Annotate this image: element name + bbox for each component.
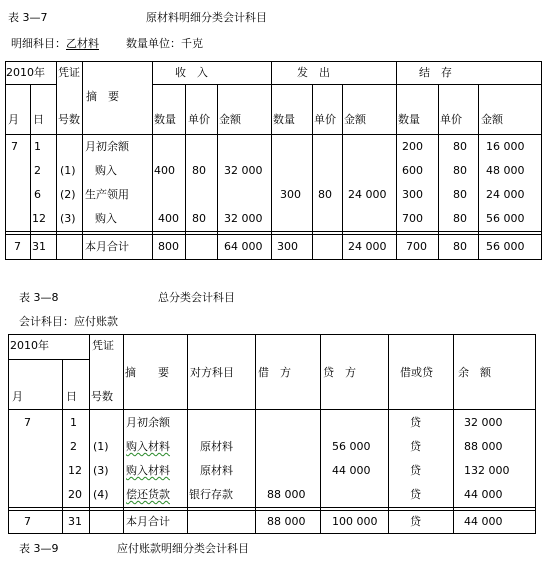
t1-r1-in-price: 80: [192, 164, 206, 177]
t1-r1-bal-price: 80: [453, 164, 467, 177]
table3-title: 应付账款明细分类会计科目: [117, 542, 249, 555]
t1-r3-in-qty: 400: [158, 212, 179, 225]
t1-bal-amt-header: 金额: [481, 113, 503, 126]
t1-bal-price-header: 单价: [440, 113, 462, 126]
t1-total-summary: 本月合计: [85, 240, 129, 253]
t2-r1-dc: 贷: [410, 440, 421, 453]
t2-balance-header: 余 额: [458, 366, 491, 379]
t2-voucher-no-header: 号数: [91, 390, 113, 403]
t1-r3-bal-price: 80: [453, 212, 467, 225]
t1-r1-in-qty: 400: [154, 164, 175, 177]
t2-r0-dc: 贷: [410, 416, 421, 429]
t2-total-balance: 44 000: [464, 515, 503, 528]
t1-r1-no: (1): [60, 164, 76, 177]
t1-issue-header: 发 出: [297, 66, 330, 79]
t1-r2-out-qty: 300: [280, 188, 301, 201]
t1-total-in-qty: 800: [158, 240, 179, 253]
t1-r0-bal-qty: 200: [402, 140, 423, 153]
t2-summary-header: 摘 要: [125, 366, 169, 379]
t2-r1-no: (1): [93, 440, 109, 453]
t2-r2-no: (3): [93, 464, 109, 477]
t2-day-header: 日: [66, 390, 77, 403]
t1-r2-day: 6: [34, 188, 41, 201]
t2-r2-day: 12: [68, 464, 82, 477]
t1-r3-no: (3): [60, 212, 76, 225]
t1-in-qty-header: 数量: [154, 113, 176, 126]
t2-counter-header: 对方科目: [190, 366, 234, 379]
t1-r2-summary: 生产领用: [85, 188, 129, 201]
t1-total-bal-price: 80: [453, 240, 467, 253]
t2-r1-day: 2: [70, 440, 77, 453]
t1-year-header: 2010年: [6, 66, 45, 79]
t2-r2-counter: 原材料: [200, 464, 233, 477]
t2-r3-summary: 偿还货款: [126, 488, 170, 501]
t2-r3-dc: 贷: [410, 488, 421, 501]
t1-voucher-header: 凭证: [58, 66, 80, 79]
t1-out-price-header: 单价: [314, 113, 336, 126]
t2-total-debit: 88 000: [267, 515, 306, 528]
t1-r1-day: 2: [34, 164, 41, 177]
t1-balance-header: 结 存: [419, 66, 452, 79]
t1-r0-bal-amt: 16 000: [486, 140, 525, 153]
t1-r0-month: 7: [11, 140, 18, 153]
t1-r2-out-price: 80: [318, 188, 332, 201]
t2-r3-no: (4): [93, 488, 109, 501]
t1-total-out-amt: 24 000: [348, 240, 387, 253]
t1-r2-out-amt: 24 000: [348, 188, 387, 201]
table1-meta: 明细科目：乙材料: [11, 37, 99, 50]
t2-debit-header: 借 方: [258, 366, 291, 379]
table2-meta: 会计科目：应付账款: [19, 315, 118, 328]
table2-title: 总分类会计科目: [158, 291, 235, 304]
t1-day-header: 日: [33, 113, 44, 126]
t1-r0-summary: 月初余额: [85, 140, 129, 153]
t1-r3-day: 12: [32, 212, 46, 225]
t1-month-header: 月: [8, 113, 19, 126]
t2-r0-day: 1: [70, 416, 77, 429]
t1-summary-header: 摘 要: [86, 90, 119, 103]
t1-total-day: 31: [32, 240, 46, 253]
t2-r3-counter: 银行存款: [189, 488, 233, 501]
t2-r0-summary: 月初余额: [126, 416, 170, 429]
t2-year-header: 2010年: [10, 339, 49, 352]
table1-label: 表 3—7: [8, 11, 48, 24]
t1-r2-bal-price: 80: [453, 188, 467, 201]
t2-r2-credit: 44 000: [332, 464, 371, 477]
t2-dc-header: 借或贷: [400, 366, 433, 379]
t1-out-qty-header: 数量: [273, 113, 295, 126]
t2-r3-day: 20: [68, 488, 82, 501]
t2-total-summary: 本月合计: [126, 515, 170, 528]
t1-bal-qty-header: 数量: [398, 113, 420, 126]
t2-credit-header: 贷 方: [323, 366, 356, 379]
t2-r0-balance: 32 000: [464, 416, 503, 429]
table1-unit: 数量单位：千克: [126, 37, 203, 50]
t2-total-dc: 贷: [410, 515, 421, 528]
t2-r0-month: 7: [24, 416, 31, 429]
t2-r1-summary: 购入材料: [126, 440, 170, 453]
t1-r3-in-price: 80: [192, 212, 206, 225]
t1-receive-header: 收 入: [175, 66, 208, 79]
t1-r3-in-amt: 32 000: [224, 212, 263, 225]
t2-total-month: 7: [24, 515, 31, 528]
t1-total-out-qty: 300: [277, 240, 298, 253]
t1-r0-day: 1: [34, 140, 41, 153]
t1-r3-summary: 购入: [95, 212, 117, 225]
t2-r2-dc: 贷: [410, 464, 421, 477]
t1-total-in-amt: 64 000: [224, 240, 263, 253]
t2-r1-counter: 原材料: [200, 440, 233, 453]
t1-in-price-header: 单价: [188, 113, 210, 126]
t2-r2-summary: 购入材料: [126, 464, 170, 477]
t2-voucher-header: 凭证: [92, 339, 114, 352]
t1-r1-bal-qty: 600: [402, 164, 423, 177]
table2-label: 表 3—8: [19, 291, 59, 304]
t1-out-amt-header: 金额: [344, 113, 366, 126]
t1-in-amt-header: 金额: [219, 113, 241, 126]
t2-total-credit: 100 000: [332, 515, 378, 528]
t2-month-header: 月: [12, 390, 23, 403]
t1-r3-bal-qty: 700: [402, 212, 423, 225]
t1-r2-no: (2): [60, 188, 76, 201]
t1-r3-bal-amt: 56 000: [486, 212, 525, 225]
t1-r2-bal-amt: 24 000: [486, 188, 525, 201]
t1-r1-summary: 购入: [95, 164, 117, 177]
t2-total-day: 31: [68, 515, 82, 528]
t1-r1-in-amt: 32 000: [224, 164, 263, 177]
t1-r0-bal-price: 80: [453, 140, 467, 153]
t1-r1-bal-amt: 48 000: [486, 164, 525, 177]
table3-label: 表 3—9: [19, 542, 59, 555]
t1-total-bal-amt: 56 000: [486, 240, 525, 253]
t1-voucher-no-header: 号数: [58, 113, 80, 126]
table1-title: 原材料明细分类会计科目: [146, 11, 267, 24]
t1-r2-bal-qty: 300: [402, 188, 423, 201]
t2-r1-balance: 88 000: [464, 440, 503, 453]
t1-total-month: 7: [14, 240, 21, 253]
t2-r2-balance: 132 000: [464, 464, 510, 477]
t2-r1-credit: 56 000: [332, 440, 371, 453]
t1-total-bal-qty: 700: [406, 240, 427, 253]
t2-r3-balance: 44 000: [464, 488, 503, 501]
t2-r3-debit: 88 000: [267, 488, 306, 501]
